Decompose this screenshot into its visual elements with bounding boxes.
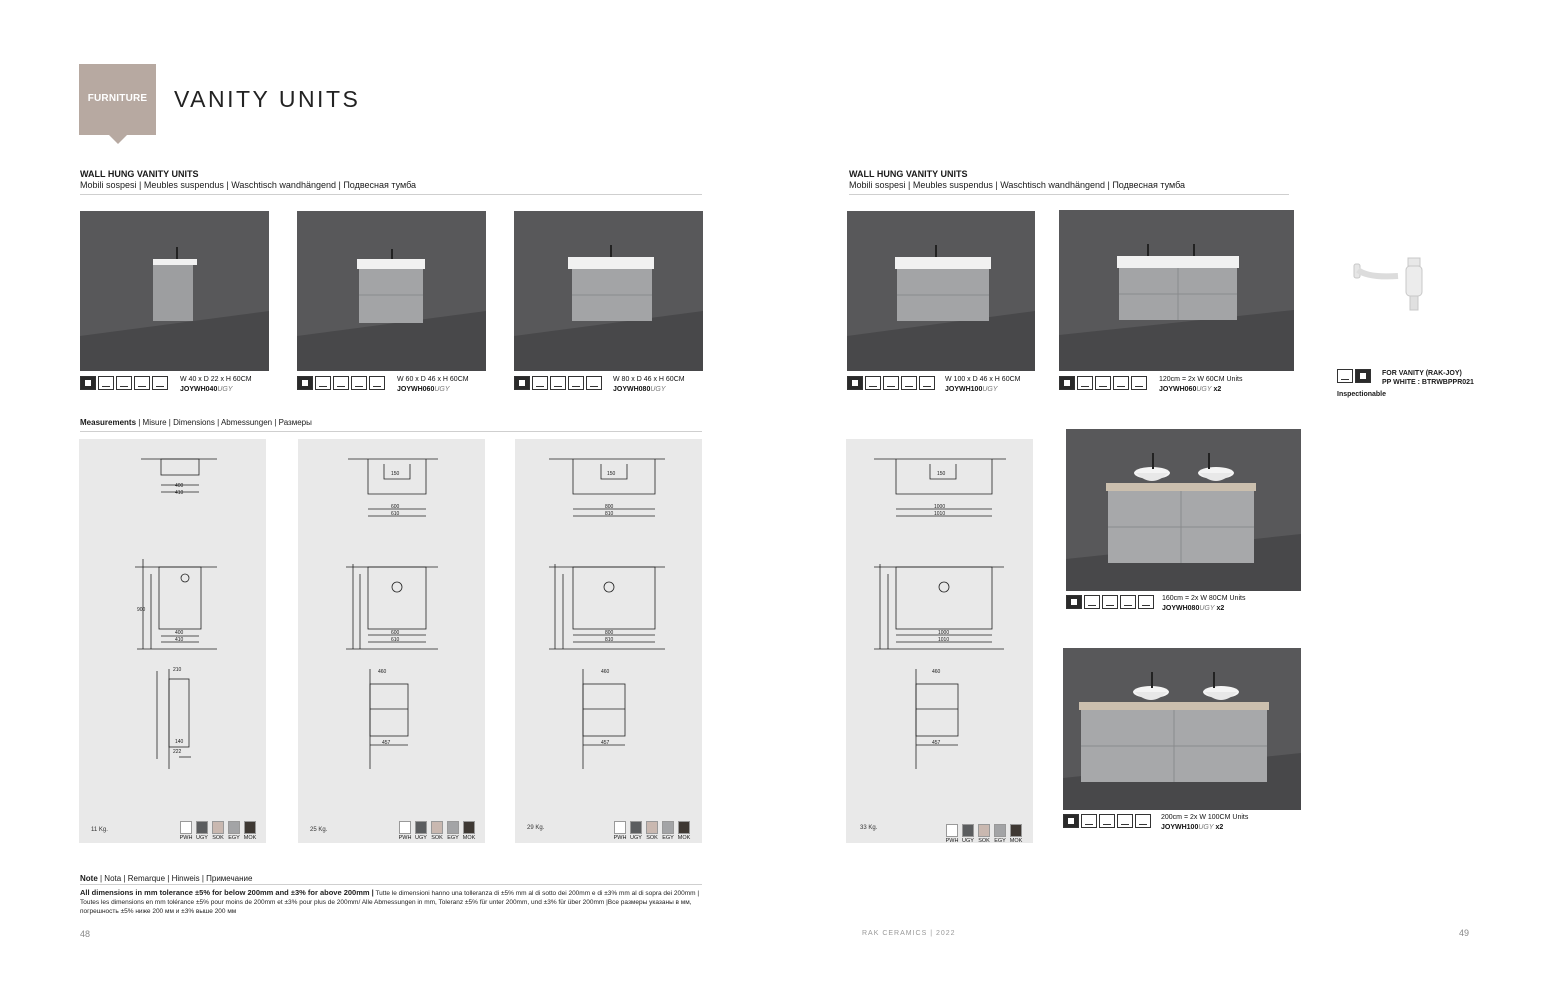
swatch-label: UGY (630, 835, 642, 841)
door-icon (1117, 814, 1133, 828)
swatch-chip-pwh (399, 821, 411, 834)
caption-size: W 80 x D 46 x H 60CM (613, 376, 685, 383)
category-tab-label: FURNITURE (87, 93, 148, 104)
dim-width-overall: 1010 (934, 511, 946, 517)
product-photo-40 (80, 211, 269, 371)
finish-swatch (630, 821, 642, 841)
swatch-chip-ugy (196, 821, 208, 834)
dim-depth: 460 (932, 669, 941, 675)
caption-code: JOYWH100UGY (945, 386, 998, 393)
swatch-label: UGY (962, 838, 974, 844)
drawer-icon (333, 376, 349, 390)
dim-width: 800 (605, 504, 614, 510)
caption-code: JOYWH100UGY x2 (1161, 824, 1224, 831)
product-photo-120 (1059, 210, 1294, 371)
finish-swatch (244, 821, 256, 841)
caption-160 (1162, 594, 1245, 614)
wall-hung-icon (1063, 814, 1079, 828)
finish-swatch (196, 821, 208, 841)
note-divider (80, 884, 702, 885)
finish-swatch (662, 821, 674, 841)
finish-swatch (212, 821, 224, 841)
door-icon (901, 376, 917, 390)
page-number-right: 49 (1459, 928, 1470, 938)
caption-40 (180, 375, 252, 395)
technical-drawing-40 (79, 439, 266, 843)
swatch-chip-mok (1010, 824, 1022, 837)
right-section-subtitle: Mobili sospesi | Meubles suspendus | Waschtisch wandhängend | Подвесная тумба (849, 180, 1186, 190)
finish-swatches (180, 821, 256, 841)
wall-hung-icon (847, 376, 863, 390)
left-section-title: WALL HUNG VANITY UNITS (80, 169, 199, 179)
dim-small: 140 (175, 739, 184, 745)
caption-size: W 40 x D 22 x H 60CM (180, 376, 252, 383)
basin-icon (865, 376, 881, 390)
bottle-trap-image (1348, 248, 1438, 318)
caption-size: 160cm = 2x W 80CM Units (1162, 595, 1246, 602)
dim-width-overall: 410 (175, 637, 184, 643)
swatch-chip-sok (212, 821, 224, 834)
wall-hung-icon (514, 376, 530, 390)
swatch-chip-egy (994, 824, 1006, 837)
swatch-label: PWH (613, 835, 627, 841)
soft-close-icon (1131, 376, 1147, 390)
finish-swatch (228, 821, 240, 841)
swatch-label: PWH (179, 835, 193, 841)
drawer-icon (1095, 376, 1111, 390)
finish-swatch (994, 824, 1006, 844)
basin-icon (1077, 376, 1093, 390)
swatch-chip-mok (678, 821, 690, 834)
dim-width: 600 (391, 630, 400, 636)
finish-swatch (646, 821, 658, 841)
dim-width-overall: 410 (175, 490, 184, 496)
accessory-icons (1337, 369, 1371, 383)
swatch-label: SOK (431, 835, 443, 841)
swatch-chip-ugy (962, 824, 974, 837)
dim-width-overall: 810 (605, 511, 614, 517)
caption-60 (397, 375, 469, 395)
category-tab (79, 64, 156, 135)
swatch-label: EGY (994, 838, 1006, 844)
basin-icon (1081, 814, 1097, 828)
swatch-label: SOK (212, 835, 224, 841)
drawer-icon (1099, 814, 1115, 828)
soft-close-icon (919, 376, 935, 390)
caption-code: JOYWH080UGY (613, 386, 666, 393)
caption-code: JOYWH080UGY x2 (1162, 605, 1225, 612)
left-section-heading (80, 169, 416, 191)
right-section-title: WALL HUNG VANITY UNITS (849, 169, 968, 179)
dim-depth-overall: 222 (173, 749, 182, 755)
left-section-divider (80, 194, 702, 195)
feature-icons-60 (297, 376, 385, 390)
door-icon (568, 376, 584, 390)
product-photo-100 (847, 211, 1035, 371)
swatch-label: EGY (228, 835, 240, 841)
wall-hung-icon (80, 376, 96, 390)
measurements-heading: Measurements | Misure | Dimensions | Abmessungen | Размеры (80, 418, 312, 427)
soft-close-icon (1135, 814, 1151, 828)
right-section-divider (849, 194, 1289, 195)
dim-width: 1000 (934, 504, 946, 510)
weight: 33 Kg. (860, 825, 878, 831)
wall-hung-icon (297, 376, 313, 390)
swatch-label: MOK (243, 835, 257, 841)
note-text: All dimensions in mm tolerance ±5% for below 200mm and ±3% for above 200mm | Tutte le dimensioni hanno una tolleranza di ±5% mm al di sotto dei 200mm e di ±3% mm al di sopra dei 200mm | Toutes les dimensions en mm tolérance ±5% pour moins de 200mm et ±3% pour plus de 200mm/ Alle Abmessungen in mm, Toleranz ±5% für unter 200mm, und ±3% für über 200mm |Все размеры указаны в мм, погрешность ±5% ниже 200 мм и ±3% выше 200 мм (80, 888, 700, 915)
soft-close-icon (369, 376, 385, 390)
dim-depth-inner: 457 (932, 740, 941, 746)
swatch-label: EGY (447, 835, 459, 841)
accessory-line2: PP WHITE : BTRWBPPR021 (1382, 379, 1474, 386)
accessory-caption (1382, 369, 1474, 387)
swatch-chip-ugy (630, 821, 642, 834)
dim-depth: 460 (378, 669, 387, 675)
dim-width: 800 (605, 630, 614, 636)
caption-100 (945, 375, 1020, 395)
caption-code: JOYWH060UGY (397, 386, 450, 393)
swatch-label: MOK (677, 835, 691, 841)
swatch-label: UGY (196, 835, 208, 841)
finish-swatches (399, 821, 475, 841)
product-photo-60 (297, 211, 486, 371)
dim-depth: 210 (173, 667, 182, 673)
dim-depth: 460 (601, 669, 610, 675)
finish-swatch (180, 821, 192, 841)
finish-swatches (614, 821, 690, 841)
swatch-label: PWH (945, 838, 959, 844)
page-title: VANITY UNITS (174, 86, 361, 112)
swatch-label: EGY (662, 835, 674, 841)
drawer-icon (883, 376, 899, 390)
soft-close-icon (152, 376, 168, 390)
feature-icons-120 (1059, 376, 1147, 390)
door-icon (351, 376, 367, 390)
trap-filled-icon (1355, 369, 1371, 383)
feature-icons-160 (1066, 595, 1154, 609)
wall-hung-icon (1059, 376, 1075, 390)
dim-width-overall: 1010 (938, 637, 950, 643)
dim-height: 900 (137, 607, 146, 613)
measurements-divider (80, 431, 702, 432)
finish-swatch (415, 821, 427, 841)
feature-icons-40 (80, 376, 168, 390)
finish-swatch (399, 821, 411, 841)
dim-width: 1000 (938, 630, 950, 636)
caption-size: W 60 x D 46 x H 60CM (397, 376, 469, 383)
basin-icon (1084, 595, 1100, 609)
dim-depth-inner: 457 (382, 740, 391, 746)
basin-icon (315, 376, 331, 390)
finish-swatch (962, 824, 974, 844)
dim-width-overall: 810 (605, 637, 614, 643)
soft-close-icon (586, 376, 602, 390)
caption-size: 200cm = 2x W 100CM Units (1161, 814, 1249, 821)
swatch-label: MOK (1009, 838, 1023, 844)
technical-drawing-60 (298, 439, 485, 843)
dim-depth-inner: 457 (601, 740, 610, 746)
product-photo-200 (1063, 648, 1301, 810)
finish-swatch (614, 821, 626, 841)
dim-width-overall: 610 (391, 511, 400, 517)
dim-cutout: 150 (391, 471, 400, 477)
swatch-label: SOK (978, 838, 990, 844)
door-icon (1120, 595, 1136, 609)
product-photo-80 (514, 211, 703, 371)
swatch-chip-egy (228, 821, 240, 834)
swatch-chip-ugy (415, 821, 427, 834)
swatch-chip-mok (244, 821, 256, 834)
trap-outline-icon (1337, 369, 1353, 383)
finish-swatch (978, 824, 990, 844)
accessory-line1: FOR VANITY (RAK-JOY) (1382, 370, 1462, 377)
finish-swatches (946, 824, 1022, 844)
dim-width: 400 (175, 483, 184, 489)
finish-swatch (946, 824, 958, 844)
finish-swatch (447, 821, 459, 841)
caption-size: W 100 x D 46 x H 60CM (945, 376, 1021, 383)
wall-hung-icon (1066, 595, 1082, 609)
feature-icons-100 (847, 376, 935, 390)
weight: 25 Kg. (310, 827, 328, 833)
swatch-chip-pwh (180, 821, 192, 834)
caption-120 (1159, 375, 1242, 395)
drawer-icon (1102, 595, 1118, 609)
door-icon (1113, 376, 1129, 390)
technical-drawing-80 (515, 439, 702, 843)
basin-icon (532, 376, 548, 390)
finish-swatch (1010, 824, 1022, 844)
caption-code: JOYWH040UGY (180, 386, 233, 393)
left-section-subtitle: Mobili sospesi | Meubles suspendus | Waschtisch wandhängend | Подвесная тумба (80, 180, 417, 190)
product-photo-160 (1066, 429, 1301, 591)
swatch-chip-sok (646, 821, 658, 834)
caption-code: JOYWH060UGY x2 (1159, 386, 1222, 393)
swatch-label: UGY (415, 835, 427, 841)
drawer-icon (550, 376, 566, 390)
swatch-chip-sok (431, 821, 443, 834)
dim-width: 400 (175, 630, 184, 636)
swatch-chip-egy (447, 821, 459, 834)
caption-200 (1161, 813, 1248, 833)
footer-brand: RAK CERAMICS | 2022 (862, 930, 956, 937)
technical-drawing-100 (846, 439, 1033, 843)
swatch-chip-pwh (614, 821, 626, 834)
weight: 29 Kg. (527, 825, 545, 831)
dim-width: 600 (391, 504, 400, 510)
drawing-lines (79, 439, 266, 843)
dim-cutout: 150 (607, 471, 616, 477)
caption-80 (613, 375, 685, 395)
swatch-label: PWH (398, 835, 412, 841)
page-number-left: 48 (80, 929, 91, 939)
dim-width-overall: 610 (391, 637, 400, 643)
note-heading: Note | Nota | Remarque | Hinweis | Примечание (80, 874, 253, 883)
dim-cutout: 150 (937, 471, 946, 477)
right-section-heading (849, 169, 1185, 191)
feature-icons-80 (514, 376, 602, 390)
finish-swatch (463, 821, 475, 841)
swatch-chip-sok (978, 824, 990, 837)
swatch-label: SOK (646, 835, 658, 841)
swatch-chip-egy (662, 821, 674, 834)
swatch-label: MOK (462, 835, 476, 841)
swatch-chip-mok (463, 821, 475, 834)
feature-icons-200 (1063, 814, 1151, 828)
soft-close-icon (1138, 595, 1154, 609)
accessory-note: Inspectionable (1337, 391, 1387, 398)
basin-icon (98, 376, 114, 390)
weight: 11 Kg. (91, 827, 108, 833)
door-icon (134, 376, 150, 390)
caption-size: 120cm = 2x W 60CM Units (1159, 376, 1243, 383)
swatch-chip-pwh (946, 824, 958, 837)
drawer-icon (116, 376, 132, 390)
finish-swatch (678, 821, 690, 841)
finish-swatch (431, 821, 443, 841)
